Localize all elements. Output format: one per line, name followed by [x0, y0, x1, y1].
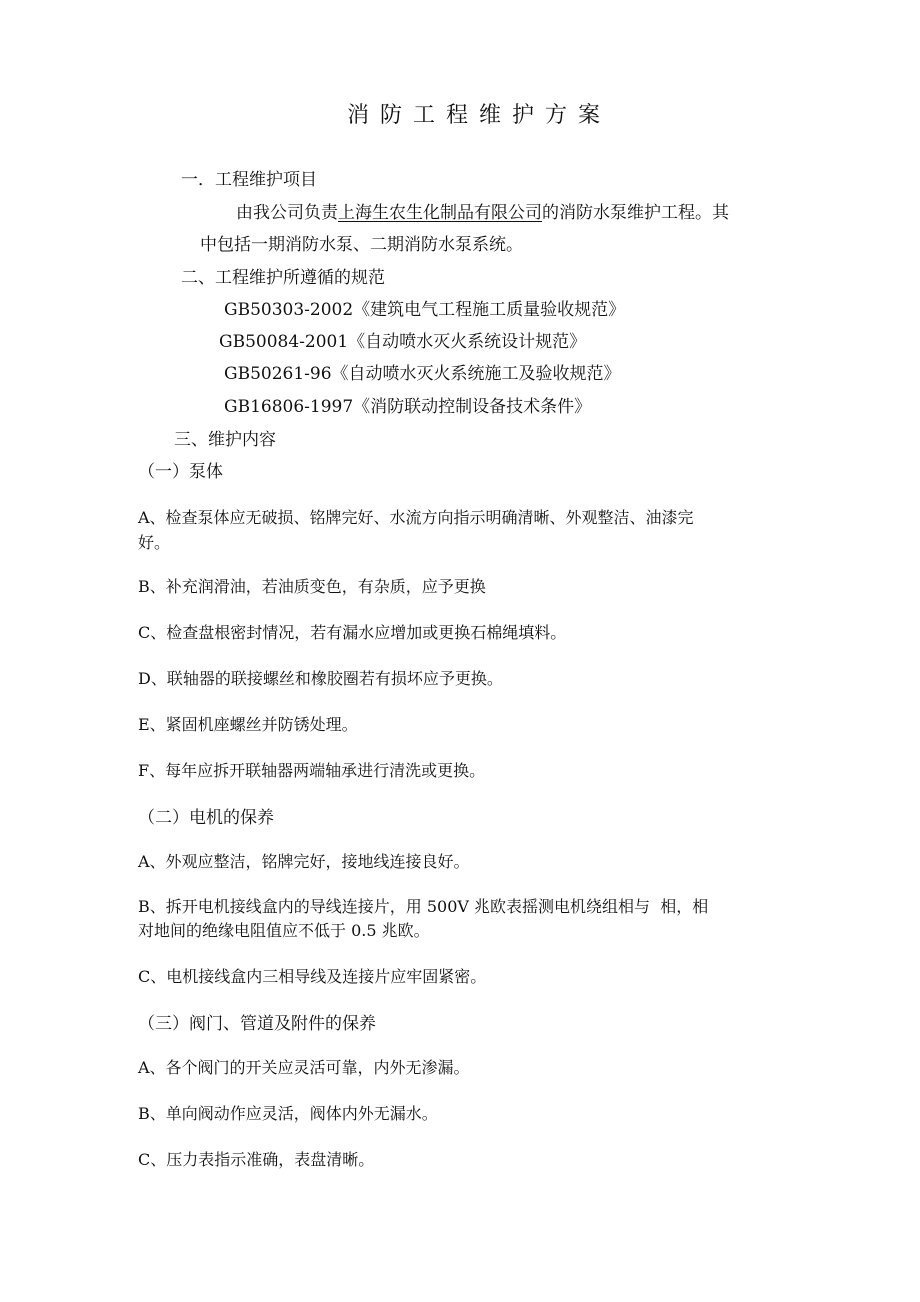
motor-item: A、外观应整洁，铭牌完好，接地线连接良好。 [138, 852, 470, 871]
pump-item: E、紧固机座螺丝并防锈处理。 [138, 715, 358, 734]
pump-item: D、联轴器的联接螺丝和橡胶圈若有损坏应予更换。 [138, 669, 503, 688]
subsection-pump-heading: （一）泵体 [138, 462, 223, 482]
section-1-paragraph-line-1 [236, 198, 729, 223]
pump-item: B、补充润滑油，若油质变色，有杂质，应予更换 [138, 577, 486, 596]
pump-item: C、检查盘根密封情况，若有漏水应增加或更换石棉绳填料。 [138, 623, 567, 642]
pump-item: A、检查泵体应无破损、铭牌完好、水流方向指示明确清晰、外观整洁、油漆完 [138, 508, 694, 527]
motor-item-continuation: 对地间的绝缘电阻值应不低于 0.5 兆欧。 [138, 921, 430, 940]
para-suffix: 的消防水泵维护工程。其 [542, 203, 729, 223]
section-1-paragraph-line-2: 中包括一期消防水泵、二期消防水泵系统。 [200, 235, 523, 255]
valves-item: B、单向阀动作应灵活，阀体内外无漏水。 [138, 1104, 438, 1123]
pump-item-continuation: 好。 [138, 533, 171, 552]
standard-item: GB50261-96《自动喷水灭火系统施工及验收规范》 [224, 364, 621, 384]
standard-item: GB16806-1997《消防联动控制设备技术条件》 [224, 397, 592, 417]
company-name: 上海生农生化制品有限公司 [338, 203, 542, 223]
standard-item: GB50084-2001《自动喷水灭火系统设计规范》 [219, 332, 587, 352]
subsection-valves-heading: （三）阀门、管道及附件的保养 [138, 1014, 376, 1034]
section-2-heading: 二、工程维护所遵循的规范 [181, 268, 385, 288]
pump-item: F、每年应拆开联轴器两端轴承进行清洗或更换。 [138, 761, 486, 780]
standard-item: GB50303-2002《建筑电气工程施工质量验收规范》 [224, 300, 626, 320]
motor-item: B、拆开电机接线盒内的导线连接片，用 500V 兆欧表摇测电机绕组相与 相，相 [138, 897, 709, 916]
subsection-motor-heading: （二）电机的保养 [138, 808, 274, 828]
para-prefix: 由我公司负责 [236, 203, 338, 223]
motor-item: C、电机接线盒内三相导线及连接片应牢固紧密。 [138, 967, 487, 986]
section-1-heading: 一．工程维护项目 [181, 170, 317, 190]
section-3-heading: 三、维护内容 [174, 430, 276, 450]
valves-item: A、各个阀门的开关应灵活可靠，内外无渗漏。 [138, 1058, 470, 1077]
document-title: 消防工程维护方案 [346, 103, 611, 128]
valves-item: C、压力表指示准确，表盘清晰。 [138, 1150, 375, 1169]
